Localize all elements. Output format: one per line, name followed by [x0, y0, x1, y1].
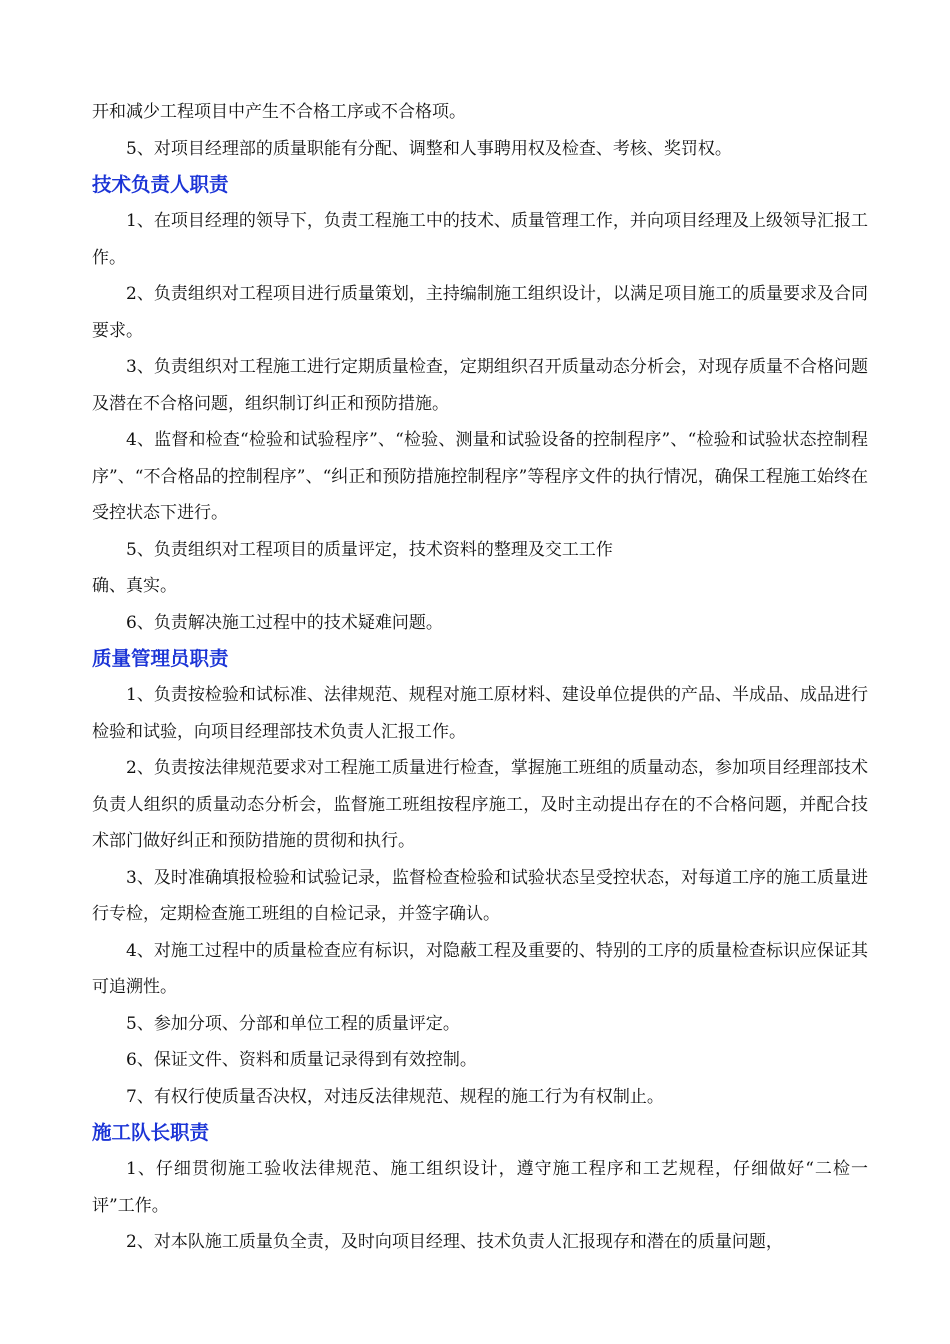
- paragraph-item-6: 6、负责解决施工过程中的技术疑难问题。: [126, 612, 443, 633]
- section-heading-quality-manager: 质量管理员职责: [92, 647, 229, 670]
- paragraph-item-1: 1、仔细贯彻施工验收法律规范、施工组织设计，遵守施工程序和工艺规程，仔细做好“二检一评”工作。: [92, 1159, 868, 1216]
- paragraph-item-2: 2、负责按法律规范要求对工程施工质量进行检查，掌握施工班组的质量动态，参加项目经理部技术负责人组织的质量动态分析会，监督施工班组按程序施工，及时主动提出存在的不合格问题，并配合技术部门做好纠正和预防措施的贯彻和执行。: [92, 758, 868, 851]
- paragraph-fragment: 确、真实。: [92, 576, 177, 596]
- paragraph-item-6: 6、保证文件、资料和质量记录得到有效控制。: [126, 1050, 477, 1070]
- paragraph-item-4: 4、对施工过程中的质量检查应有标识，对隐蔽工程及重要的、特别的工序的质量检查标识应保证其可追溯性。: [92, 940, 868, 997]
- paragraph-continuation: 开和减少工程项目中产生不合格工序或不合格项。: [92, 102, 466, 122]
- section-heading-construction-captain: 施工队长职责: [92, 1121, 210, 1144]
- paragraph-item-3: 3、及时准确填报检验和试验记录，监督检查检验和试验状态呈受控状态，对每道工序的施工质量进行专检，定期检查施工班组的自检记录，并签字确认。: [92, 867, 868, 924]
- paragraph-item-3: 3、负责组织对工程施工进行定期质量检查，定期组织召开质量动态分析会，对现存质量不合格问题及潜在不合格问题，组织制订纠正和预防措施。: [92, 357, 868, 414]
- paragraph-item-5: 5、对项目经理部的质量职能有分配、调整和人事聘用权及检查、考核、奖罚权。: [126, 138, 732, 159]
- paragraph-item-1: 1、负责按检验和试标准、法律规范、规程对施工原材料、建设单位提供的产品、半成品、成品进行检验和试验，向项目经理部技术负责人汇报工作。: [92, 685, 868, 742]
- paragraph-item-7: 7、有权行使质量否决权，对违反法律规范、规程的施工行为有权制止。: [126, 1086, 664, 1107]
- paragraph-item-4: 4、监督和检查“检验和试验程序”、“检验、测量和试验设备的控制程序”、“检验和试验状态控制程序”、“不合格品的控制程序”、“纠正和预防措施控制程序”等程序文件的执行情况，确保工程施工始终在受控状态下进行。: [92, 430, 868, 523]
- paragraph-item-5: 5、参加分项、分部和单位工程的质量评定。: [126, 1013, 460, 1034]
- document-page: [92, 94, 868, 1261]
- paragraph-item-2: 2、负责组织对工程项目进行质量策划，主持编制施工组织设计，以满足项目施工的质量要求及合同要求。: [92, 284, 868, 341]
- paragraph-item-2: 2、对本队施工质量负全责，及时向项目经理、技术负责人汇报现存和潜在的质量问题，: [126, 1232, 783, 1252]
- paragraph-item-1: 1、在项目经理的领导下，负责工程施工中的技术、质量管理工作，并向项目经理及上级领导汇报工作。: [92, 211, 868, 268]
- section-heading-technical-lead: 技术负责人职责: [92, 173, 229, 196]
- paragraph-item-5: 5、负责组织对工程项目的质量评定，技术资料的整理及交工工作: [126, 539, 613, 560]
